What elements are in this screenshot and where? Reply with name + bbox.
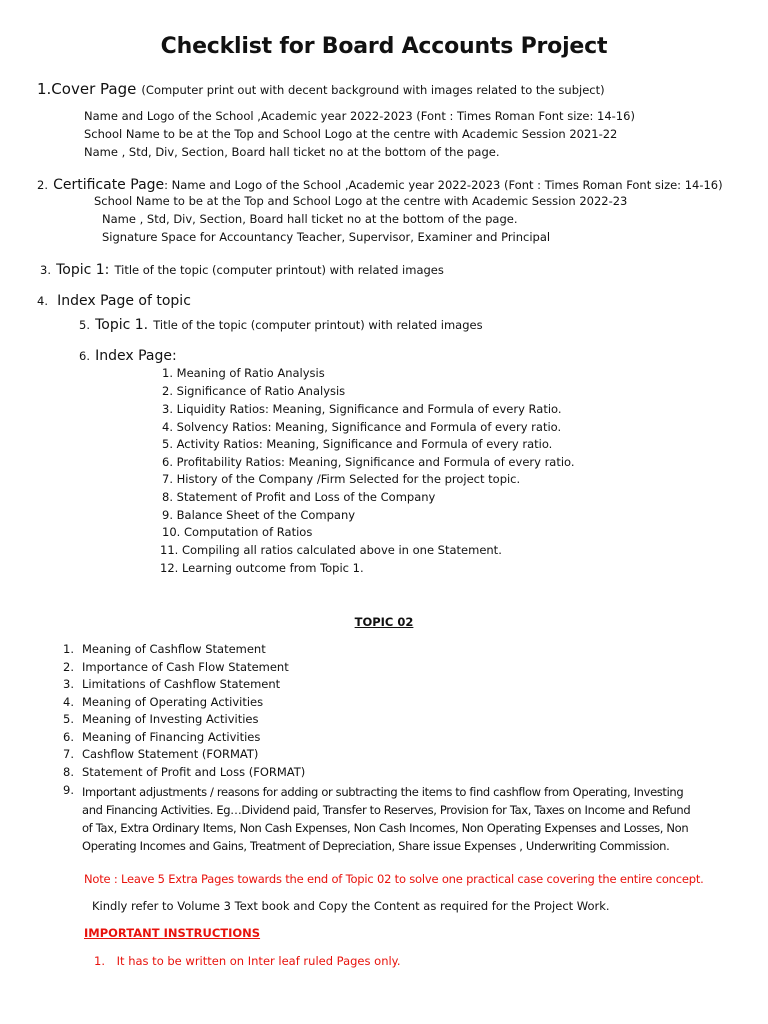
certificate-line: Signature Space for Accountancy Teacher, Supervisor, Examiner and Principal: [102, 230, 551, 244]
cover-line: School Name to be at the Top and School Logo at the centre with Academic Session 2021-22: [84, 127, 618, 141]
list-item-text: Liquidity Ratios: Meaning, Significance and Formula of every Ratio.: [176, 402, 562, 416]
list-item-line: Operating Incomes and Gains, Treatment of Depreciation, Share issue Expenses , Underwriting Commission.: [82, 839, 670, 853]
list-item-number: 5.: [63, 712, 74, 726]
refer-text: Kindly refer to Volume 3 Text book and Copy the Content as required for the Project Work.: [92, 899, 610, 913]
certificate-number: 2.: [37, 178, 48, 192]
cover-line: Name and Logo of the School ,Academic year 2022-2023 (Font : Times Roman Font size: 14-16): [84, 109, 635, 123]
certificate-heading: Certificate Page: [53, 177, 165, 193]
note-text: Note : Leave 5 Extra Pages towards the end of Topic 02 to solve one practical case covering the entire concept.: [84, 872, 704, 886]
list-item-text: Statement of Profit and Loss (FORMAT): [82, 765, 306, 779]
topic1-number: 3.: [40, 263, 51, 277]
list-item-number: 2.: [63, 660, 74, 674]
list-item-text: Computation of Ratios: [183, 525, 313, 539]
index-topic-heading: Index Page of topic: [57, 293, 191, 309]
cover-section-header: [37, 79, 605, 98]
list-item-number: 11.: [160, 543, 179, 557]
topic1-section: [40, 259, 444, 278]
list-item: [162, 366, 325, 380]
list-item-text: [82, 783, 762, 855]
page-title: Checklist for Board Accounts Project: [160, 34, 608, 59]
list-item-number: 9.: [63, 783, 74, 797]
list-item-text: Limitations of Cashflow Statement: [82, 677, 281, 691]
list-item-number: 3.: [63, 677, 74, 691]
sub5-heading: Topic 1.: [95, 317, 149, 333]
list-item-text: Importance of Cash Flow Statement: [82, 660, 289, 674]
sub6-number: 6.: [79, 349, 90, 363]
list-item-line: of Tax, Extra Ordinary Items, Non Cash Expenses, Non Cash Incomes, Non Operating Expenses and Losses, Non: [82, 821, 689, 835]
list-item-number: 5.: [162, 437, 173, 451]
list-item-text: Meaning of Investing Activities: [82, 712, 259, 726]
important-item-text: It has to be written on Inter leaf ruled Pages only.: [116, 954, 401, 968]
certificate-first-line: : Name and Logo of the School ,Academic year 2022-2023 (Font : Times Roman Font size: 14-16): [164, 178, 723, 192]
list-item-number: 3.: [162, 402, 173, 416]
topic02-heading: TOPIC 02: [354, 615, 414, 629]
list-item-text: Significance of Ratio Analysis: [176, 384, 346, 398]
cover-line: Name , Std, Div, Section, Board hall ticket no at the bottom of the page.: [84, 145, 500, 159]
list-item: [160, 561, 364, 575]
list-item-number: 6.: [162, 455, 173, 469]
list-item-text: History of the Company /Firm Selected for the project topic.: [176, 472, 521, 486]
list-item-number: 1.: [63, 642, 74, 656]
list-item-number: 6.: [63, 730, 74, 744]
sub6-heading: Index Page:: [95, 348, 177, 364]
sub6-section: [79, 345, 177, 364]
certificate-section-header: [37, 174, 723, 193]
list-item-text: Balance Sheet of the Company: [176, 508, 356, 522]
list-item-line: Important adjustments / reasons for adding or subtracting the items to find cashflow from Operating, Investing: [82, 785, 684, 799]
list-item-number: 12.: [160, 561, 179, 575]
important-item: [94, 954, 401, 968]
index-topic-section: [37, 290, 191, 309]
sub5-text: Title of the topic (computer printout) with related images: [153, 318, 483, 332]
important-item-number: 1.: [94, 954, 105, 968]
list-item: [160, 543, 502, 557]
list-item-number: 7.: [162, 472, 173, 486]
list-item-text: Statement of Profit and Loss of the Company: [176, 490, 436, 504]
topic1-text: Title of the topic (computer printout) with related images: [114, 263, 444, 277]
list-item-text: Activity Ratios: Meaning, Significance and Formula of every ratio.: [176, 437, 553, 451]
list-item-number: 8.: [162, 490, 173, 504]
list-item-text: Learning outcome from Topic 1.: [181, 561, 364, 575]
list-item: [162, 420, 561, 434]
list-item: [162, 525, 312, 539]
list-item-text: Compiling all ratios calculated above in one Statement.: [181, 543, 502, 557]
sub5-number: 5.: [79, 318, 90, 332]
cover-note: (Computer print out with decent background with images related to the subject): [141, 83, 605, 97]
list-item-number: 7.: [63, 747, 74, 761]
sub5-section: [79, 314, 483, 333]
list-item-text: Solvency Ratios: Meaning, Significance and Formula of every ratio.: [176, 420, 562, 434]
list-item: [162, 508, 355, 522]
list-item-number: 8.: [63, 765, 74, 779]
list-item: [162, 472, 520, 486]
list-item-text: Profitability Ratios: Meaning, Significance and Formula of every ratio.: [176, 455, 575, 469]
list-item-text: Meaning of Cashflow Statement: [82, 642, 266, 656]
certificate-line: Name , Std, Div, Section, Board hall ticket no at the bottom of the page.: [102, 212, 518, 226]
list-item: [162, 455, 575, 469]
important-heading: IMPORTANT INSTRUCTIONS: [84, 926, 261, 940]
topic1-heading: Topic 1:: [56, 262, 110, 278]
list-item-number: 1.: [162, 366, 173, 380]
list-item-number: 9.: [162, 508, 173, 522]
cover-heading: 1.Cover Page: [37, 80, 137, 98]
index-topic-number: 4.: [37, 294, 48, 308]
list-item-number: 4.: [63, 695, 74, 709]
certificate-line: School Name to be at the Top and School Logo at the centre with Academic Session 2022-23: [94, 194, 628, 208]
list-item: [162, 402, 562, 416]
list-item: [162, 490, 435, 504]
list-item: [162, 384, 345, 398]
list-item-text: Meaning of Operating Activities: [82, 695, 264, 709]
topic02-list: [58, 642, 748, 862]
list-item: [162, 437, 552, 451]
list-item-number: 2.: [162, 384, 173, 398]
list-item-text: Cashflow Statement (FORMAT): [82, 747, 259, 761]
list-item-line: and Financing Activities. Eg…Dividend paid, Transfer to Reserves, Provision for Tax, Taxes on Income and Refund: [82, 803, 691, 817]
list-item-number: 4.: [162, 420, 173, 434]
list-item-text: Meaning of Financing Activities: [82, 730, 261, 744]
list-item-number: 10.: [162, 525, 181, 539]
list-item-text: Meaning of Ratio Analysis: [176, 366, 325, 380]
